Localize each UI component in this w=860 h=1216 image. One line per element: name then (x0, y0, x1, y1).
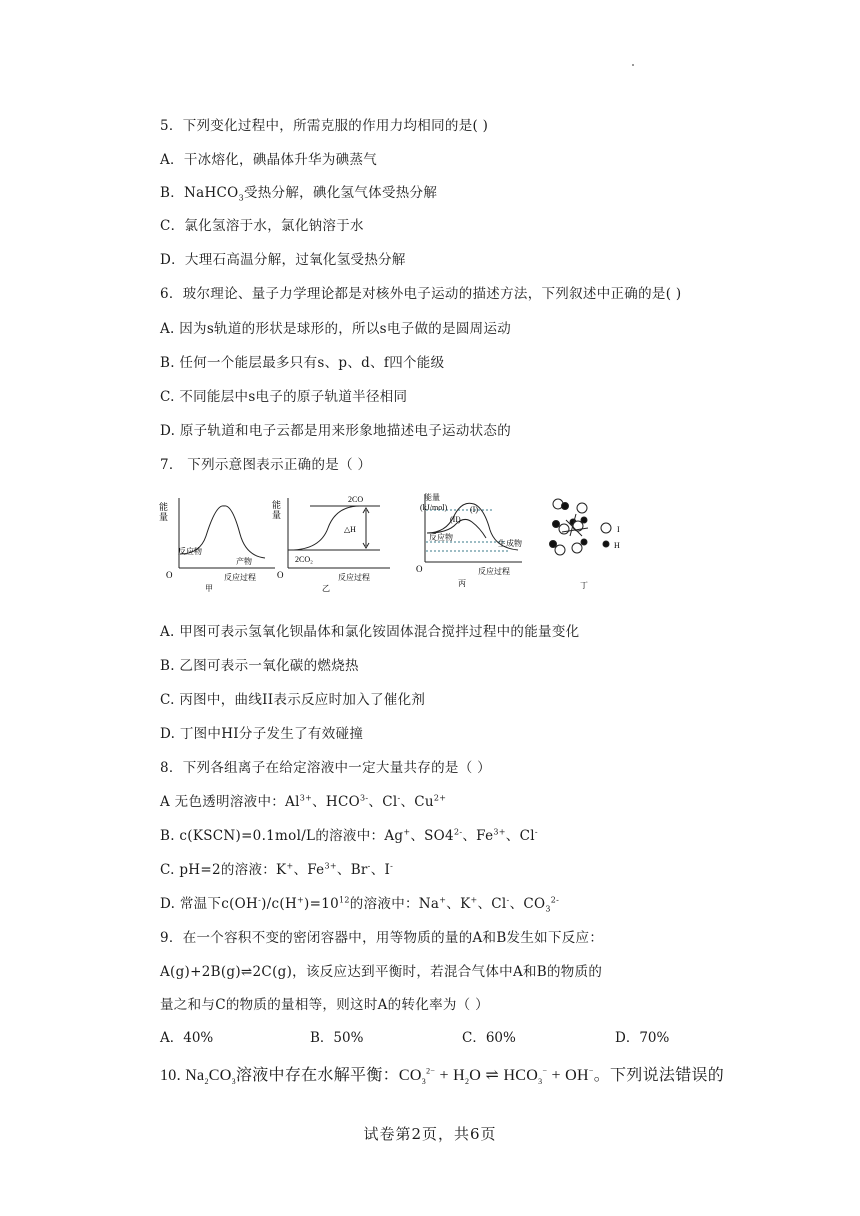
jia-reactant: 反应物 (178, 547, 202, 556)
ding-legend-i: I (617, 525, 620, 534)
q5-option-b: B．NaHCO$_3$受热分解，碘化氢气体受热分解 (160, 185, 438, 203)
yi-bottom-label: 2CO₂ (295, 555, 313, 564)
jia-caption: 甲 (205, 584, 213, 593)
q8-option-a: A 无色透明溶液中：$Al^{3+}$、$HCO^{3-}$、Cl-、$Cu^{2+}$ (160, 793, 447, 810)
q8-option-b: B. c(KSCN)=0.1mol/L的溶液中：Ag+、$SO4^{2-}$、$Fe^{3+}$、Cl- (160, 827, 538, 844)
q6-option-c: C. 不同能层中s电子的原子轨道半径相同 (160, 389, 408, 405)
yi-xlabel: 反应过程 (338, 573, 370, 582)
bing-reactant: 反应物 (429, 533, 453, 542)
equilibrium-arrow: ⇌ (240, 964, 253, 980)
jia-xlabel: 反应过程 (224, 573, 256, 582)
q9-stem: 9．在一个容积不变的密闭容器中，用等物质的量的A和B发生如下反应： (160, 930, 604, 946)
scan-dot (632, 64, 634, 66)
q7-option-b: B. 乙图可表示一氧化碳的燃烧热 (160, 658, 359, 674)
figure-jia (179, 498, 275, 568)
q9-equation-line: A(g)+2B(g)⇌2C(g)，该反应达到平衡时，若混合气体中A和B的物质的 (160, 964, 603, 980)
bing-unit: (kJ/mol) (420, 503, 448, 512)
q9-line3: 量之和与C的物质的量相等，则这时A的转化率为（ ） (160, 997, 489, 1013)
q7-stem: 7． 下列示意图表示正确的是（ ） (160, 457, 372, 473)
q5-stem: 5．下列变化过程中，所需克服的作用力均相同的是( ) (160, 118, 489, 134)
bing-origin: O (416, 564, 423, 574)
q7-option-d: D. 丁图中HI分子发生了有效碰撞 (160, 726, 364, 742)
bing-caption: 丙 (458, 579, 466, 588)
jia-ylabel-1: 能 (159, 502, 169, 512)
yi-ylabel-1: 能 (272, 500, 282, 510)
q9-option-d: D．70% (615, 1030, 670, 1046)
q7-option-c: C. 丙图中，曲线II表示反应时加入了催化剂 (160, 692, 426, 708)
yi-dh-label: △H (344, 525, 356, 534)
page-footer: 试卷第2页，共6页 (363, 1125, 497, 1143)
q5-option-a: A．干冰熔化，碘晶体升华为碘蒸气 (160, 152, 378, 168)
q7-option-a: A. 甲图可表示氢氧化钡晶体和氯化铵固体混合搅拌过程中的能量变化 (160, 624, 580, 640)
jia-product: 产物 (236, 557, 252, 566)
q7-figures (150, 488, 650, 600)
q8-option-c: C. pH=2的溶液：K+、$Fe^{3+}$、Br-、I- (160, 861, 394, 878)
q8-stem: 8．下列各组离子在给定溶液中一定大量共存的是（ ） (160, 760, 491, 776)
q9-option-c: C．60% (462, 1030, 516, 1046)
q10-stem: 10. $Na_2CO_3$溶液中存在水解平衡：$CO_3^{2-} + H_2O$ ⇌ $HCO_3^- + OH^-$。下列说法错误的 (160, 1066, 725, 1087)
ding-legend-h: H (614, 541, 620, 550)
q6-option-a: A. 因为s轨道的形状是球形的，所以s电子做的是圆周运动 (160, 321, 512, 337)
q5-option-d: D．大理石高温分解，过氧化氢受热分解 (160, 252, 406, 268)
q6-option-d: D. 原子轨道和电子云都是用来形象地描述电子运动状态的 (160, 423, 512, 439)
bing-product: 生成物 (498, 539, 522, 548)
yi-origin: O (277, 570, 284, 580)
yi-ylabel-2: 量 (272, 510, 282, 520)
bing-xlabel: 反应过程 (478, 567, 510, 576)
q8-option-d: D. 常温下$c(OH^-)/c(H^+)=10^{12}$的溶液中：Na+、K+、Cl-、$CO_3^{2-}$ (160, 895, 560, 914)
jia-ylabel-2: 量 (159, 512, 169, 522)
yi-caption: 乙 (322, 584, 330, 593)
q5-option-c: C．氯化氢溶于水，氯化钠溶于水 (160, 218, 364, 234)
figure-ding (550, 499, 612, 555)
bing-curve-1: (I) (470, 505, 478, 514)
q9-option-a: A．40% (160, 1030, 214, 1046)
q9-option-b: B．50% (310, 1030, 364, 1046)
jia-origin: O (166, 570, 173, 580)
q6-stem: 6．玻尔理论、量子力学理论都是对核外电子运动的描述方法，下列叙述中正确的是( ) (160, 286, 682, 302)
q6-option-b: B. 任何一个能层最多只有s、p、d、f四个能级 (160, 355, 445, 371)
bing-curve-2: (II) (450, 515, 461, 524)
bing-ylabel: 能量 (424, 493, 440, 502)
ding-caption: 丁 (580, 581, 588, 590)
yi-top-label: 2CO (348, 495, 364, 504)
